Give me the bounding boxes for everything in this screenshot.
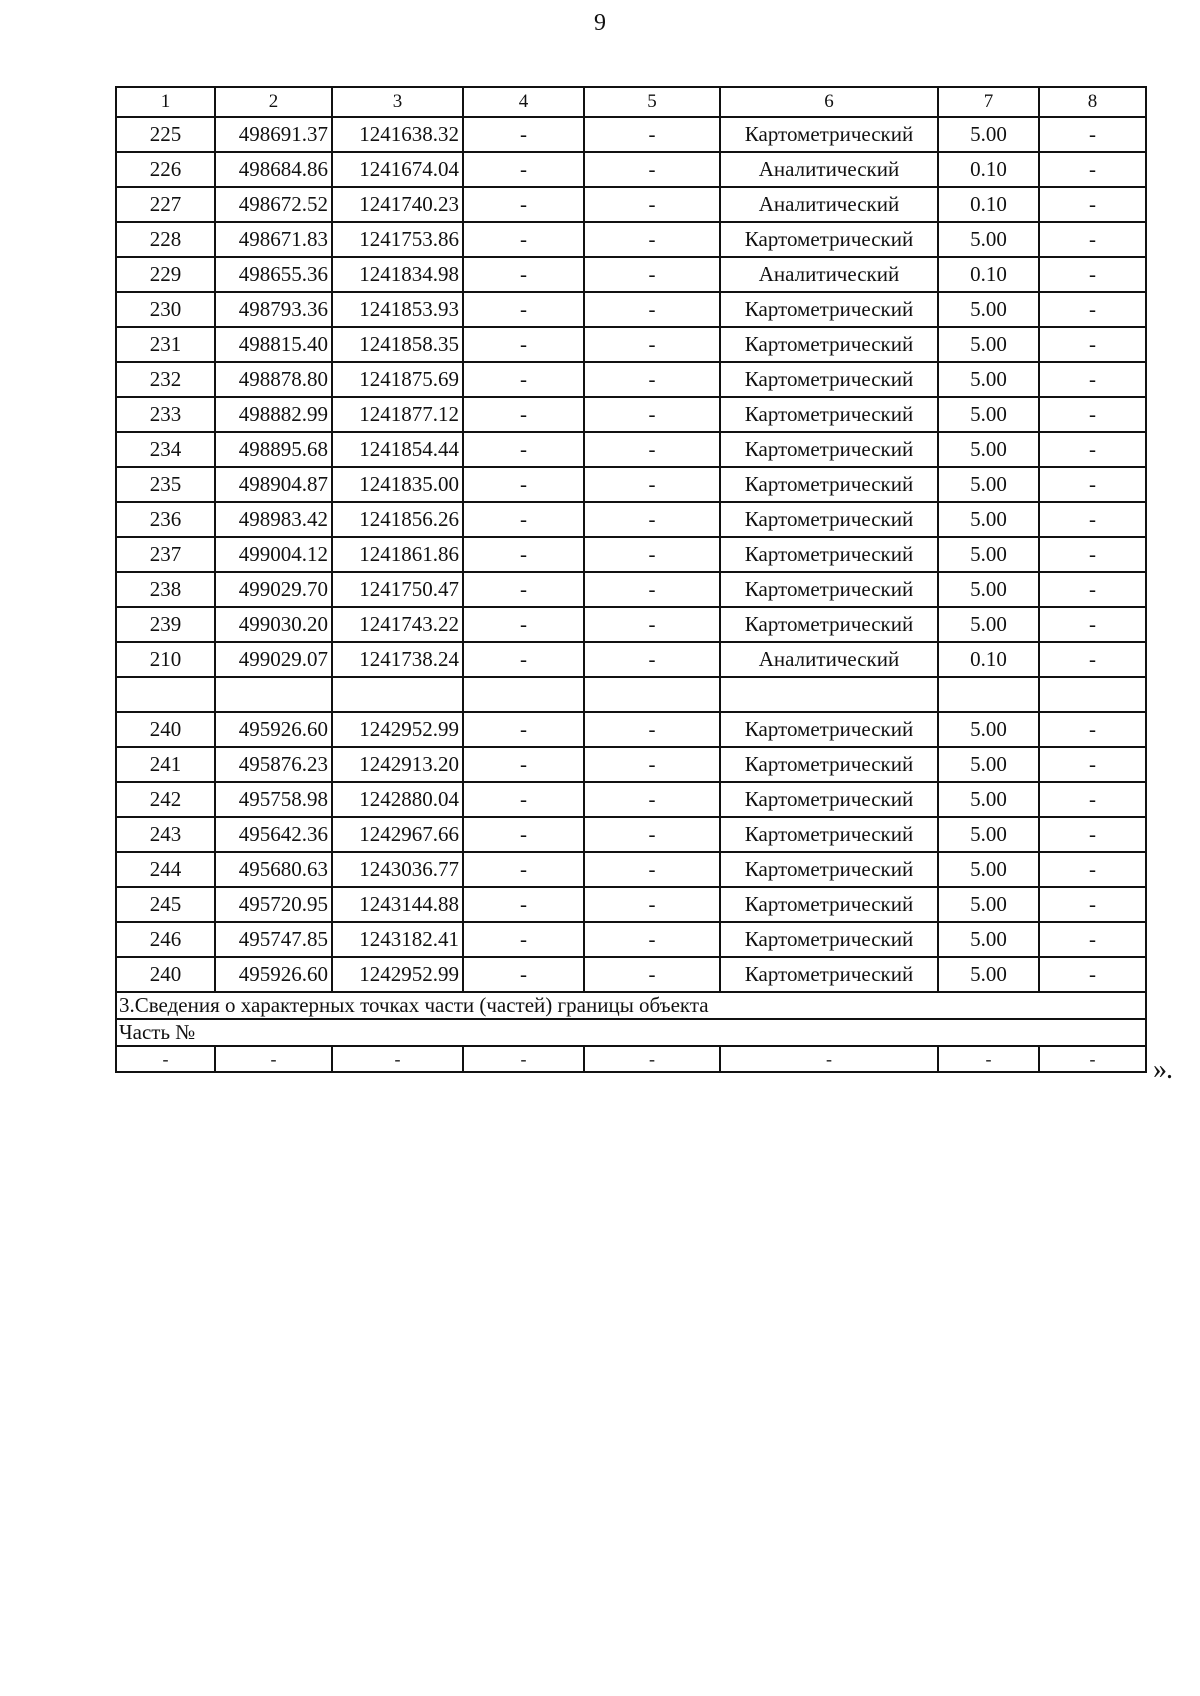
table-cell: 235 xyxy=(116,467,215,502)
table-cell: - xyxy=(584,257,720,292)
column-header: 6 xyxy=(720,87,938,117)
table-cell: - xyxy=(584,152,720,187)
table-cell: 210 xyxy=(116,642,215,677)
table-cell: - xyxy=(584,502,720,537)
table-cell: - xyxy=(1039,327,1146,362)
table-cell: - xyxy=(584,292,720,327)
table-row xyxy=(116,607,1146,642)
table-cell: - xyxy=(1039,467,1146,502)
section-title-row xyxy=(116,992,1146,1019)
table-cell: - xyxy=(938,1046,1039,1072)
table-cell: 226 xyxy=(116,152,215,187)
column-header: 8 xyxy=(1039,87,1146,117)
table-cell: 498878.80 xyxy=(215,362,332,397)
table-row xyxy=(116,642,1146,677)
table-cell: - xyxy=(463,432,584,467)
table-cell: 1241853.93 xyxy=(332,292,463,327)
table-cell: 245 xyxy=(116,887,215,922)
column-header: 7 xyxy=(938,87,1039,117)
table-cell: - xyxy=(1039,852,1146,887)
table-cell: Картометрический xyxy=(720,467,938,502)
table-cell: 231 xyxy=(116,327,215,362)
empty-cell xyxy=(938,677,1039,712)
table-cell: - xyxy=(463,747,584,782)
column-header: 2 xyxy=(215,87,332,117)
table-cell: 227 xyxy=(116,187,215,222)
table-cell: 495758.98 xyxy=(215,782,332,817)
table-row xyxy=(116,572,1146,607)
table-cell: - xyxy=(1039,362,1146,397)
table-cell: - xyxy=(584,607,720,642)
table-cell: 498904.87 xyxy=(215,467,332,502)
table-cell: 495926.60 xyxy=(215,957,332,992)
table-cell: - xyxy=(463,712,584,747)
table-cell: - xyxy=(463,327,584,362)
empty-cell xyxy=(1039,677,1146,712)
table-cell: - xyxy=(463,572,584,607)
table-cell: 232 xyxy=(116,362,215,397)
table-cell: - xyxy=(584,222,720,257)
table-cell: 1243182.41 xyxy=(332,922,463,957)
table-cell: - xyxy=(1039,502,1146,537)
coordinates-table xyxy=(115,86,1147,1073)
page-number: 9 xyxy=(594,10,606,36)
table-cell: 1241743.22 xyxy=(332,607,463,642)
table-cell: 0.10 xyxy=(938,257,1039,292)
table-cell: 499029.07 xyxy=(215,642,332,677)
table-cell: - xyxy=(584,572,720,607)
table-cell: 1241856.26 xyxy=(332,502,463,537)
table-cell: Картометрический xyxy=(720,327,938,362)
table-cell: - xyxy=(1039,117,1146,152)
table-cell: 5.00 xyxy=(938,712,1039,747)
table-cell: - xyxy=(1039,887,1146,922)
table-cell: 499029.70 xyxy=(215,572,332,607)
table-cell: - xyxy=(584,852,720,887)
table-row xyxy=(116,537,1146,572)
table-cell: 1242952.99 xyxy=(332,957,463,992)
table-cell: 5.00 xyxy=(938,922,1039,957)
table-cell: - xyxy=(1039,222,1146,257)
table-cell: - xyxy=(1039,922,1146,957)
table-header-row xyxy=(116,87,1146,117)
table-cell: 1242967.66 xyxy=(332,817,463,852)
table-cell: - xyxy=(1039,397,1146,432)
empty-separator-row xyxy=(116,677,1146,712)
table-cell: - xyxy=(332,1046,463,1072)
table-cell: - xyxy=(463,852,584,887)
table-cell: 495747.85 xyxy=(215,922,332,957)
table-cell: Картометрический xyxy=(720,537,938,572)
table-cell: 243 xyxy=(116,817,215,852)
table-cell: - xyxy=(1039,152,1146,187)
table-cell: - xyxy=(1039,1046,1146,1072)
table-cell: Картометрический xyxy=(720,712,938,747)
table-cell: 498793.36 xyxy=(215,292,332,327)
table-cell: - xyxy=(720,1046,938,1072)
table-cell: - xyxy=(463,782,584,817)
table-cell: 498671.83 xyxy=(215,222,332,257)
column-header: 5 xyxy=(584,87,720,117)
table-cell: - xyxy=(1039,537,1146,572)
table-cell: - xyxy=(1039,607,1146,642)
table-cell: 498672.52 xyxy=(215,187,332,222)
table-cell: Картометрический xyxy=(720,502,938,537)
table-cell: - xyxy=(463,537,584,572)
table-cell: Аналитический xyxy=(720,642,938,677)
table-row xyxy=(116,222,1146,257)
table-cell: Картометрический xyxy=(720,852,938,887)
table-cell: 498983.42 xyxy=(215,502,332,537)
table-cell: - xyxy=(463,957,584,992)
table-row xyxy=(116,852,1146,887)
table-cell: 233 xyxy=(116,397,215,432)
table-cell: 0.10 xyxy=(938,642,1039,677)
table-cell: 1241740.23 xyxy=(332,187,463,222)
table-row xyxy=(116,712,1146,747)
empty-cell xyxy=(584,677,720,712)
table-cell: 239 xyxy=(116,607,215,642)
table-cell: - xyxy=(1039,432,1146,467)
table-cell: - xyxy=(463,292,584,327)
table-cell: - xyxy=(215,1046,332,1072)
table-cell: 234 xyxy=(116,432,215,467)
table-cell: - xyxy=(584,817,720,852)
table-cell: - xyxy=(1039,712,1146,747)
table-cell: 5.00 xyxy=(938,362,1039,397)
table-cell: - xyxy=(463,922,584,957)
table-row xyxy=(116,257,1146,292)
table-cell: - xyxy=(584,467,720,502)
table-cell: - xyxy=(463,467,584,502)
table-cell: - xyxy=(1039,747,1146,782)
table-cell: 498815.40 xyxy=(215,327,332,362)
table-cell: 5.00 xyxy=(938,747,1039,782)
table-cell: Картометрический xyxy=(720,922,938,957)
empty-cell xyxy=(720,677,938,712)
table-cell: 1241875.69 xyxy=(332,362,463,397)
table-cell: - xyxy=(584,747,720,782)
table-cell: 499030.20 xyxy=(215,607,332,642)
table-cell: Аналитический xyxy=(720,152,938,187)
table-cell: Картометрический xyxy=(720,817,938,852)
table-row xyxy=(116,887,1146,922)
table-cell: 495642.36 xyxy=(215,817,332,852)
table-cell: 495720.95 xyxy=(215,887,332,922)
table-cell: 242 xyxy=(116,782,215,817)
table-cell: - xyxy=(584,957,720,992)
table-row xyxy=(116,922,1146,957)
table-cell: 495680.63 xyxy=(215,852,332,887)
table-cell: 498882.99 xyxy=(215,397,332,432)
table-cell: - xyxy=(584,362,720,397)
table-row xyxy=(116,747,1146,782)
table-cell: - xyxy=(1039,642,1146,677)
table-row xyxy=(116,782,1146,817)
table-cell: 5.00 xyxy=(938,782,1039,817)
table-cell: 495876.23 xyxy=(215,747,332,782)
table-cell: - xyxy=(584,537,720,572)
table-cell: 228 xyxy=(116,222,215,257)
table-cell: - xyxy=(1039,187,1146,222)
table-cell: - xyxy=(116,1046,215,1072)
table-row xyxy=(116,292,1146,327)
table-cell: 230 xyxy=(116,292,215,327)
table-row xyxy=(116,327,1146,362)
table-row xyxy=(116,187,1146,222)
table-cell: Картометрический xyxy=(720,747,938,782)
table-cell: 5.00 xyxy=(938,887,1039,922)
table-cell: 0.10 xyxy=(938,152,1039,187)
table-cell: Картометрический xyxy=(720,572,938,607)
table-cell: - xyxy=(584,117,720,152)
table-cell: Картометрический xyxy=(720,117,938,152)
table-cell: - xyxy=(463,257,584,292)
table-cell: 229 xyxy=(116,257,215,292)
table-cell: - xyxy=(463,502,584,537)
table-cell: - xyxy=(584,642,720,677)
table-row xyxy=(116,957,1146,992)
table-cell: - xyxy=(584,887,720,922)
table-cell: 1242952.99 xyxy=(332,712,463,747)
table-cell: 1241834.98 xyxy=(332,257,463,292)
table-cell: - xyxy=(1039,782,1146,817)
table-cell: - xyxy=(463,152,584,187)
table-cell: 241 xyxy=(116,747,215,782)
table-cell: 1241854.44 xyxy=(332,432,463,467)
table-cell: - xyxy=(463,887,584,922)
table-cell: 246 xyxy=(116,922,215,957)
empty-cell xyxy=(215,677,332,712)
table-cell: 5.00 xyxy=(938,957,1039,992)
table-row xyxy=(116,117,1146,152)
column-header: 4 xyxy=(463,87,584,117)
table-cell: 495926.60 xyxy=(215,712,332,747)
table-cell: Картометрический xyxy=(720,782,938,817)
table-cell: Картометрический xyxy=(720,397,938,432)
table-cell: 1241674.04 xyxy=(332,152,463,187)
table-cell: - xyxy=(584,1046,720,1072)
table-row xyxy=(116,362,1146,397)
table-cell: - xyxy=(584,397,720,432)
table-cell: 237 xyxy=(116,537,215,572)
table-cell: 1242880.04 xyxy=(332,782,463,817)
table-cell: Аналитический xyxy=(720,257,938,292)
table-row xyxy=(116,397,1146,432)
table-cell: 0.10 xyxy=(938,187,1039,222)
table-cell: 1241858.35 xyxy=(332,327,463,362)
empty-cell xyxy=(332,677,463,712)
table-cell: 1243144.88 xyxy=(332,887,463,922)
table-cell: - xyxy=(463,642,584,677)
table-cell: 5.00 xyxy=(938,607,1039,642)
table-cell: 240 xyxy=(116,957,215,992)
table-cell: 1241750.47 xyxy=(332,572,463,607)
table-row xyxy=(116,817,1146,852)
table-cell: Картометрический xyxy=(720,292,938,327)
table-cell: Картометрический xyxy=(720,432,938,467)
table-cell: - xyxy=(463,817,584,852)
table-row xyxy=(116,502,1146,537)
table-cell: 5.00 xyxy=(938,117,1039,152)
table-cell: 5.00 xyxy=(938,432,1039,467)
table-cell: - xyxy=(584,187,720,222)
table-cell: 1241835.00 xyxy=(332,467,463,502)
table-cell: - xyxy=(463,187,584,222)
table-cell: 1242913.20 xyxy=(332,747,463,782)
empty-cell xyxy=(116,677,215,712)
table-cell: - xyxy=(463,362,584,397)
table-cell: 244 xyxy=(116,852,215,887)
table-cell: - xyxy=(463,607,584,642)
table-cell: - xyxy=(1039,957,1146,992)
table-cell: Картометрический xyxy=(720,607,938,642)
table-cell: Картометрический xyxy=(720,222,938,257)
table-cell: 5.00 xyxy=(938,852,1039,887)
table-cell: - xyxy=(584,922,720,957)
table-cell: - xyxy=(584,327,720,362)
table-cell: 5.00 xyxy=(938,397,1039,432)
table-cell: 1241753.86 xyxy=(332,222,463,257)
table-cell: - xyxy=(584,782,720,817)
table-cell: - xyxy=(463,1046,584,1072)
table-cell: 498895.68 xyxy=(215,432,332,467)
table-cell: 5.00 xyxy=(938,467,1039,502)
table-cell: Картометрический xyxy=(720,957,938,992)
table-cell: 236 xyxy=(116,502,215,537)
final-row xyxy=(116,1046,1146,1072)
table-cell: 1241877.12 xyxy=(332,397,463,432)
table-cell: 5.00 xyxy=(938,292,1039,327)
table-cell: Картометрический xyxy=(720,362,938,397)
table-cell: - xyxy=(463,397,584,432)
table-row xyxy=(116,152,1146,187)
table-cell: 1243036.77 xyxy=(332,852,463,887)
table-cell: 498684.86 xyxy=(215,152,332,187)
table-cell: 1241638.32 xyxy=(332,117,463,152)
table-cell: - xyxy=(584,712,720,747)
closing-quote-mark: ». xyxy=(1153,1054,1172,1085)
table-cell: - xyxy=(463,117,584,152)
table-cell: Картометрический xyxy=(720,887,938,922)
empty-cell xyxy=(463,677,584,712)
table-cell: - xyxy=(1039,257,1146,292)
table-cell: 5.00 xyxy=(938,817,1039,852)
table-cell: 225 xyxy=(116,117,215,152)
table-cell: Аналитический xyxy=(720,187,938,222)
table-cell: 238 xyxy=(116,572,215,607)
table-cell: 5.00 xyxy=(938,572,1039,607)
table-cell: 498655.36 xyxy=(215,257,332,292)
table-cell: - xyxy=(1039,817,1146,852)
column-header: 3 xyxy=(332,87,463,117)
table-cell: - xyxy=(1039,292,1146,327)
table-row xyxy=(116,432,1146,467)
section-title: 3.Сведения о характерных точках части (частей) границы объекта xyxy=(116,992,1146,1019)
table-cell: 498691.37 xyxy=(215,117,332,152)
table-cell: 1241861.86 xyxy=(332,537,463,572)
table-cell: 5.00 xyxy=(938,502,1039,537)
table-cell: 240 xyxy=(116,712,215,747)
column-header: 1 xyxy=(116,87,215,117)
table-cell: - xyxy=(1039,572,1146,607)
table-cell: - xyxy=(584,432,720,467)
part-number-label: Часть № xyxy=(116,1019,1146,1046)
part-label-row xyxy=(116,1019,1146,1046)
table-cell: 499004.12 xyxy=(215,537,332,572)
table-cell: 1241738.24 xyxy=(332,642,463,677)
table-cell: 5.00 xyxy=(938,327,1039,362)
table-row xyxy=(116,467,1146,502)
table-cell: 5.00 xyxy=(938,537,1039,572)
table-cell: - xyxy=(463,222,584,257)
table-cell: 5.00 xyxy=(938,222,1039,257)
